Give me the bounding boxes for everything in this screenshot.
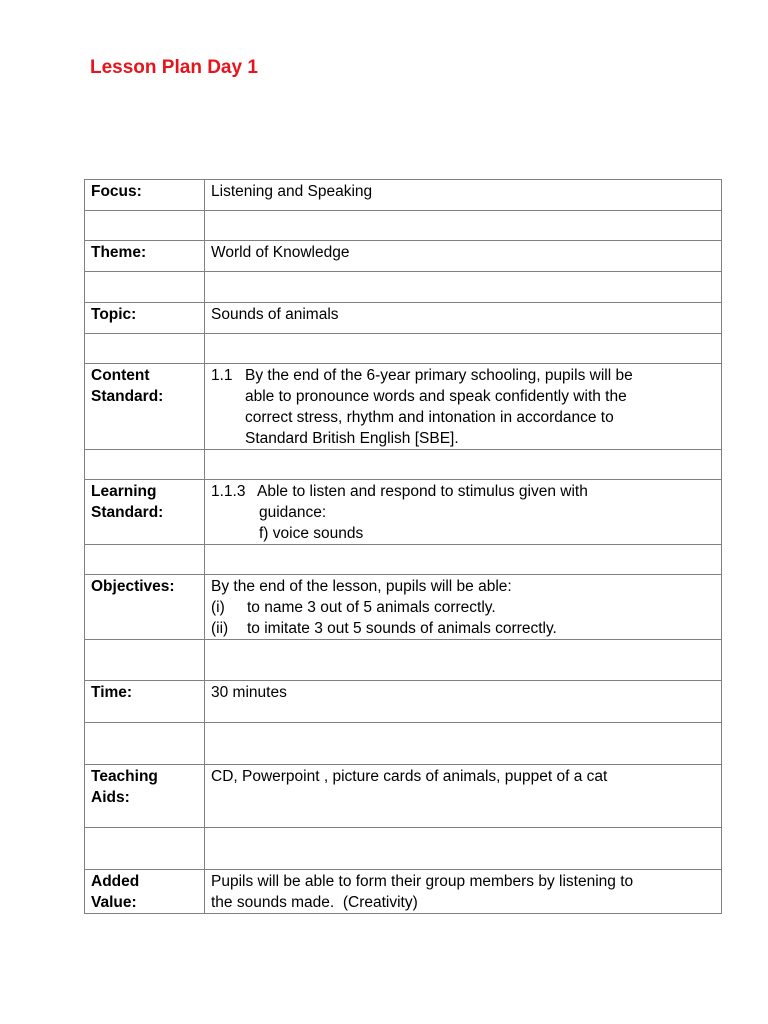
content-standard-line4: Standard British English [SBE]. <box>245 430 459 447</box>
table-row-spacer <box>85 545 722 575</box>
content-standard-label-line2: Standard: <box>91 388 164 405</box>
objectives-intro: By the end of the lesson, pupils will be able: <box>211 578 512 595</box>
topic-label: Topic: <box>85 303 205 334</box>
learning-standard-line3: f) voice sounds <box>259 525 364 542</box>
spacer-cell <box>85 640 205 681</box>
spacer-cell <box>85 211 205 241</box>
added-value-label-line2: Value: <box>91 894 137 911</box>
spacer-cell <box>205 828 722 870</box>
table-row-spacer <box>85 272 722 303</box>
spacer-cell <box>205 545 722 575</box>
added-value-line2: the sounds made. (Creativity) <box>211 894 418 911</box>
content-standard-line3: correct stress, rhythm and intonation in accordance to <box>245 409 614 426</box>
added-value-label <box>85 870 205 914</box>
spacer-cell <box>85 272 205 303</box>
content-standard-label-line1: Content <box>91 367 150 384</box>
table-row-added-value <box>85 870 722 914</box>
table-row-theme <box>85 241 722 272</box>
content-standard-line1 <box>211 365 715 386</box>
table-row-spacer <box>85 450 722 480</box>
time-label: Time: <box>85 681 205 723</box>
time-value: 30 minutes <box>205 681 722 723</box>
objectives-item-marker: (ii) <box>211 620 229 637</box>
table-row-topic <box>85 303 722 334</box>
table-row-learning-standard <box>85 480 722 545</box>
table-row-focus <box>85 180 722 211</box>
learning-standard-text1: Able to listen and respond to stimulus given with <box>257 483 588 500</box>
focus-label: Focus: <box>85 180 205 211</box>
content-standard-line2: able to pronounce words and speak confidently with the <box>245 388 627 405</box>
added-value-value <box>205 870 722 914</box>
table-row-spacer <box>85 211 722 241</box>
content-standard-value <box>205 364 722 450</box>
page-title: Lesson Plan Day 1 <box>90 57 258 78</box>
content-standard-label <box>85 364 205 450</box>
learning-standard-label-line2: Standard: <box>91 504 164 521</box>
teaching-aids-label-line2: Aids: <box>91 789 130 806</box>
table-row-spacer <box>85 334 722 364</box>
teaching-aids-label <box>85 765 205 828</box>
objectives-item-marker: (i) <box>211 599 225 616</box>
objectives-value <box>205 575 722 640</box>
content-standard-number: 1.1 <box>211 367 233 384</box>
table-row-content-standard <box>85 364 722 450</box>
spacer-cell <box>205 272 722 303</box>
spacer-cell <box>205 334 722 364</box>
objectives-item-text: to imitate 3 out 5 sounds of animals correctly. <box>247 620 557 637</box>
spacer-cell <box>85 723 205 765</box>
spacer-cell <box>85 450 205 480</box>
table-row-spacer <box>85 723 722 765</box>
table-row-spacer <box>85 640 722 681</box>
learning-standard-label-line1: Learning <box>91 483 157 500</box>
focus-value: Listening and Speaking <box>205 180 722 211</box>
learning-standard-line2: guidance: <box>259 504 327 521</box>
topic-value: Sounds of animals <box>205 303 722 334</box>
added-value-label-line1: Added <box>91 873 140 890</box>
table-row-objectives <box>85 575 722 640</box>
theme-label: Theme: <box>85 241 205 272</box>
teaching-aids-value: CD, Powerpoint , picture cards of animals, puppet of a cat <box>205 765 722 828</box>
learning-standard-number: 1.1.3 <box>211 483 246 500</box>
teaching-aids-label-line1: Teaching <box>91 768 158 785</box>
spacer-cell <box>85 545 205 575</box>
spacer-cell <box>85 334 205 364</box>
spacer-cell <box>205 211 722 241</box>
added-value-line1: Pupils will be able to form their group members by listening to <box>211 873 634 890</box>
table-row-time <box>85 681 722 723</box>
spacer-cell <box>205 450 722 480</box>
objectives-item <box>211 597 715 618</box>
spacer-cell <box>205 640 722 681</box>
objectives-label: Objectives: <box>85 575 205 640</box>
learning-standard-line1 <box>211 481 715 502</box>
table-row-spacer <box>85 828 722 870</box>
learning-standard-label <box>85 480 205 545</box>
lesson-plan-table <box>84 179 722 914</box>
learning-standard-value <box>205 480 722 545</box>
spacer-cell <box>205 723 722 765</box>
theme-value: World of Knowledge <box>205 241 722 272</box>
spacer-cell <box>85 828 205 870</box>
objectives-item-text: to name 3 out of 5 animals correctly. <box>247 599 496 616</box>
objectives-item <box>211 618 715 639</box>
content-standard-text1: By the end of the 6-year primary schooling, pupils will be <box>245 367 633 384</box>
table-row-teaching-aids <box>85 765 722 828</box>
